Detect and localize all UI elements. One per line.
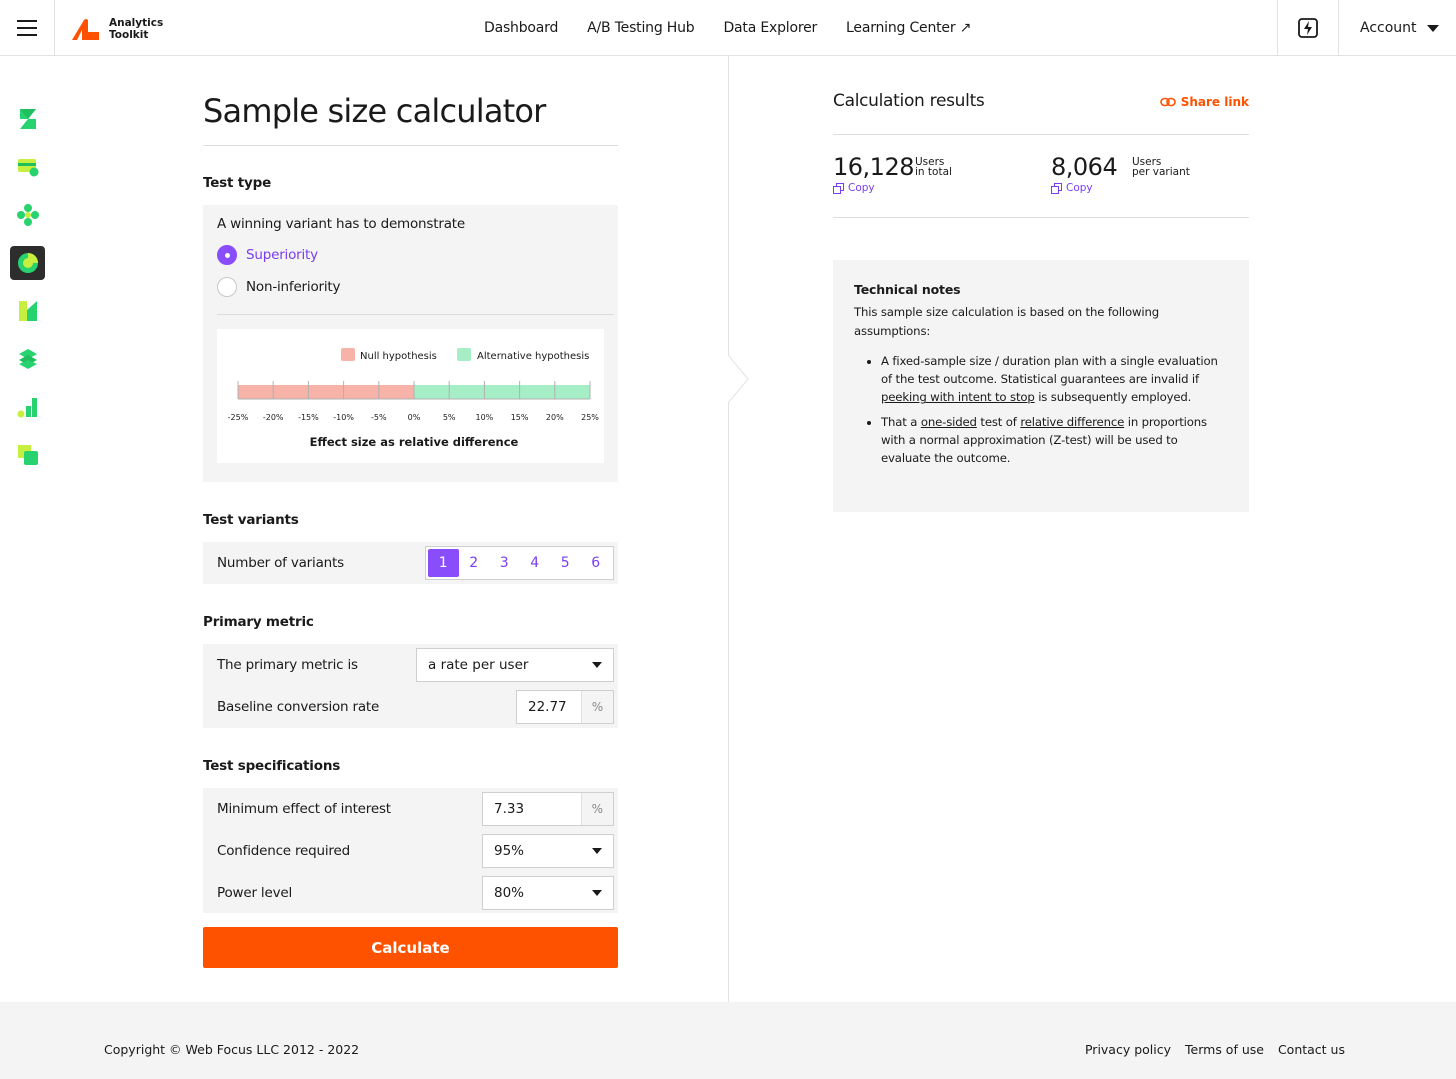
tick-label: 25%: [581, 413, 599, 422]
note2-text-a: That a: [881, 414, 921, 429]
copy-icon: [1051, 183, 1062, 194]
tick-label: -25%: [227, 413, 249, 422]
legend-label-alt: Alternative hypothesis: [477, 351, 590, 362]
mei-label: Minimum effect of interest: [217, 801, 391, 817]
radio-superiority-label: Superiority: [246, 247, 318, 263]
total-users-stat: [833, 153, 952, 194]
test-specs-box: [203, 788, 618, 913]
chart-icon[interactable]: [10, 294, 45, 328]
bar-icon[interactable]: [10, 390, 45, 424]
chevron-down-icon: [592, 848, 602, 854]
copyright: Copyright © Web Focus LLC 2012 - 2022: [104, 1042, 360, 1057]
link-icon: [1160, 97, 1176, 107]
radio-non-inferiority-label: Non-inferiority: [246, 279, 341, 295]
top-bar: [0, 0, 1456, 56]
account-menu[interactable]: [1360, 0, 1439, 56]
percent-unit: %: [582, 793, 613, 825]
peeking-link[interactable]: peeking with intent to stop: [881, 390, 1035, 405]
copy-total-button[interactable]: [833, 182, 914, 194]
copy-icon: [833, 183, 844, 194]
list-item: [881, 352, 1228, 407]
note1-text-b: is subsequently employed.: [1034, 390, 1192, 405]
relative-difference-link[interactable]: relative difference: [1020, 414, 1125, 429]
layers-icon[interactable]: [10, 342, 45, 376]
legend-swatch-null: [341, 348, 355, 361]
per-variant-label2: per variant: [1132, 166, 1190, 178]
variants-label: Number of variants: [217, 555, 344, 571]
page-title: Sample size calculator: [203, 92, 618, 146]
note2-text-c: in proportions with a normal approximation (Z-test) will be used to evaluate the outcome.: [881, 414, 1207, 466]
mei-input[interactable]: [482, 792, 614, 826]
chevron-down-icon: [592, 890, 602, 896]
results-title: Calculation results: [833, 91, 985, 111]
per-variant-label1: Users: [1132, 156, 1162, 168]
calculate-button[interactable]: Calculate: [203, 927, 618, 968]
metric-label: The primary metric is: [217, 657, 358, 673]
bolt-icon[interactable]: [1277, 0, 1339, 56]
baseline-label: Baseline conversion rate: [217, 699, 380, 715]
total-users-label: [915, 157, 952, 177]
separator: [217, 314, 614, 315]
x-axis-label: Effect size as relative difference: [309, 435, 519, 449]
terms-of-use-link[interactable]: Terms of use: [1185, 1042, 1264, 1057]
test-specs-heading: Test specifications: [203, 758, 341, 774]
logo-line1: Analytics: [109, 17, 164, 29]
notes-intro: This sample size calculation is based on the following assumptions:: [854, 305, 1160, 338]
account-label: Account: [1360, 20, 1417, 36]
contact-us-link[interactable]: Contact us: [1277, 1042, 1345, 1057]
menu-icon[interactable]: [0, 0, 55, 56]
flower-icon[interactable]: [10, 198, 45, 232]
test-type-prompt: A winning variant has to demonstrate: [217, 216, 465, 232]
radio-non-inferiority[interactable]: [217, 277, 604, 297]
tick-label: 5%: [442, 413, 456, 422]
note2-text-b: test of: [976, 414, 1021, 429]
baseline-input[interactable]: [516, 690, 614, 724]
one-sided-link[interactable]: one-sided: [920, 414, 977, 429]
radio-dot: [217, 277, 237, 297]
logo[interactable]: [72, 17, 173, 41]
footer-links: [1071, 1042, 1345, 1057]
metric-select[interactable]: [416, 648, 614, 682]
tick-label: 20%: [545, 413, 564, 422]
nav-learning-center[interactable]: Learning Center ↗: [846, 20, 972, 36]
test-type-box: [203, 205, 618, 482]
logo-icon: [72, 18, 99, 40]
baseline-value: 22.77: [517, 691, 582, 723]
mei-value: 7.33: [483, 793, 582, 825]
notes-title: Technical notes: [854, 282, 961, 297]
confidence-select[interactable]: [482, 834, 614, 868]
test-variants-heading: Test variants: [203, 512, 299, 528]
copy-per-variant-button[interactable]: [1051, 182, 1117, 194]
per-variant-label: [1132, 157, 1190, 177]
tick-label: -15%: [298, 413, 319, 422]
nav-dashboard[interactable]: Dashboard: [484, 20, 559, 36]
metric-select-value: a rate per user: [428, 657, 529, 673]
tick-label: -5%: [371, 413, 387, 422]
squares-icon[interactable]: [10, 438, 45, 472]
nav-ab-testing-hub[interactable]: A/B Testing Hub: [587, 20, 695, 36]
copy-total-label: Copy: [848, 182, 875, 194]
panel-divider: [728, 56, 729, 1002]
bar-null: [238, 385, 414, 399]
total-users-label2: in total: [915, 166, 952, 178]
power-label: Power level: [217, 885, 293, 901]
note1-text-a: A fixed-sample size / duration plan with a single evaluation of the test outcome. Statistical guarantees are invalid if: [881, 353, 1218, 387]
list-item: [881, 413, 1228, 468]
variant-option-5[interactable]: 5: [560, 555, 570, 571]
chevron-down-icon: [1427, 25, 1439, 32]
calculator-panel: [203, 56, 618, 968]
privacy-policy-link[interactable]: Privacy policy: [1084, 1042, 1172, 1057]
variant-option-3[interactable]: 3: [499, 555, 509, 571]
percent-unit: %: [582, 691, 613, 723]
card-icon[interactable]: [10, 150, 45, 184]
tick-label: -10%: [333, 413, 354, 422]
notes-list: [854, 352, 1228, 468]
share-link-button[interactable]: [1160, 95, 1249, 109]
chevron-down-icon: [592, 662, 602, 668]
power-value: 80%: [494, 885, 525, 901]
total-users-value: 16,128: [833, 153, 914, 181]
technical-notes: [833, 260, 1249, 512]
per-variant-stat: [1051, 153, 1190, 194]
power-select[interactable]: [482, 876, 614, 910]
nav-data-explorer[interactable]: Data Explorer: [723, 20, 818, 36]
radio-superiority[interactable]: [217, 245, 604, 265]
variants-row: [203, 542, 618, 584]
primary-metric-box: [203, 644, 618, 728]
results-stats: [833, 135, 1249, 218]
bar-alt: [414, 385, 590, 399]
copy-per-variant-label: Copy: [1066, 182, 1093, 194]
variant-option-2[interactable]: 2: [469, 555, 479, 571]
hypothesis-chart-svg: [217, 329, 604, 463]
tick-label: 10%: [475, 413, 494, 422]
pie-icon[interactable]: [10, 246, 45, 280]
legend-swatch-alt: [457, 348, 471, 361]
panel-pointer: [728, 355, 750, 403]
variant-option-6[interactable]: 6: [591, 555, 601, 571]
variant-option-4[interactable]: 4: [530, 555, 540, 571]
per-variant-value: 8,064: [1051, 153, 1118, 181]
main-nav: [484, 0, 971, 56]
results-panel: [833, 56, 1249, 512]
hypothesis-chart: [217, 329, 604, 463]
primary-metric-heading: Primary metric: [203, 614, 314, 630]
footer: [0, 1002, 1456, 1079]
tick-label: 15%: [510, 413, 529, 422]
radio-dot: [217, 245, 237, 265]
share-link-label: Share link: [1180, 95, 1249, 109]
confidence-label: Confidence required: [217, 843, 350, 859]
total-users-label1: Users: [915, 156, 945, 168]
test-type-heading: Test type: [203, 175, 272, 191]
variant-option-1[interactable]: 1: [428, 549, 459, 577]
tick-label: -20%: [262, 413, 284, 422]
legend-label-null: Null hypothesis: [360, 351, 437, 362]
flag-icon[interactable]: [10, 102, 45, 136]
tick-label: 0%: [407, 413, 421, 422]
logo-line2: Toolkit: [109, 29, 149, 41]
confidence-value: 95%: [494, 843, 525, 859]
variants-selector: [425, 546, 614, 580]
